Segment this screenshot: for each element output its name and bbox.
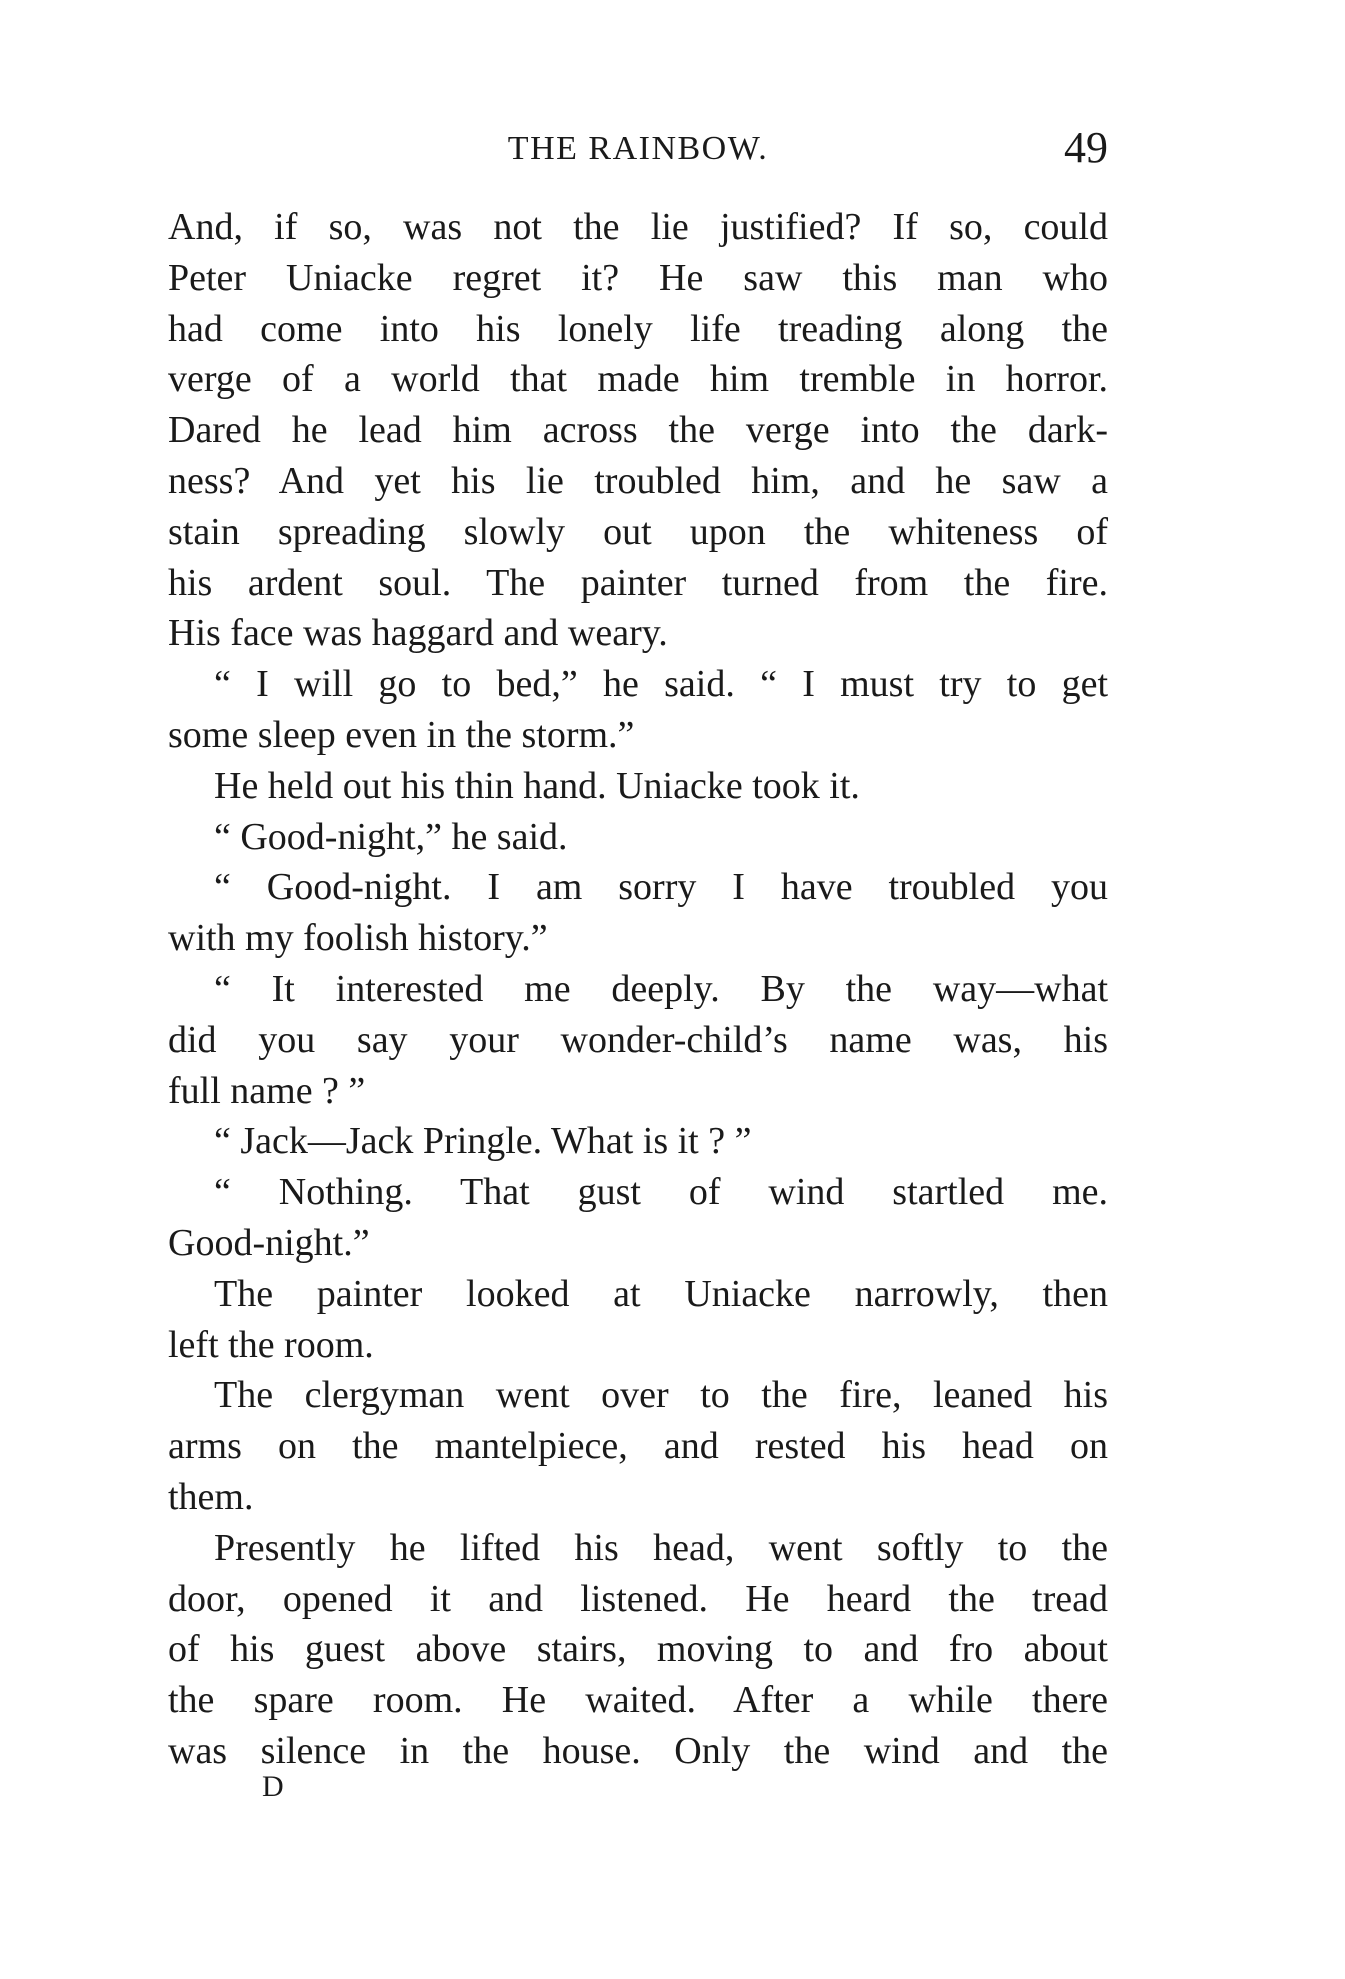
text-line: stain spreading slowly out upon the whiteness of <box>168 510 1108 553</box>
text-line: with my foolish history.” <box>168 917 548 960</box>
text-line: of his guest above stairs, moving to and fro about <box>168 1628 1108 1671</box>
text-line: the spare room. He waited. After a while there <box>168 1679 1108 1722</box>
text-line: Dared he lead him across the verge into the dark- <box>168 409 1108 452</box>
page-number: 49 <box>1064 123 1108 172</box>
text-line: arms on the mantelpiece, and rested his head on <box>168 1425 1108 1468</box>
text-line: verge of a world that made him tremble in horror. <box>168 358 1108 401</box>
running-head <box>168 122 1108 182</box>
text-line: was silence in the house. Only the wind and the <box>168 1729 1108 1772</box>
text-line: ness? And yet his lie troubled him, and he saw a <box>168 459 1108 502</box>
text-line: “ It interested me deeply. By the way—what <box>214 967 1108 1010</box>
text-line: had come into his lonely life treading along the <box>168 307 1108 350</box>
text-line: And, if so, was not the lie justified? If so, could <box>168 206 1108 248</box>
text-line: “ I will go to bed,” he said. “ I must try to get <box>214 663 1108 706</box>
text-line: some sleep even in the storm.” <box>168 713 635 756</box>
text-line: The painter looked at Uniacke narrowly, then <box>214 1272 1108 1315</box>
text-line: Good-night.” <box>168 1221 370 1264</box>
text-line: He held out his thin hand. Uniacke took it. <box>214 764 860 807</box>
text-line: The clergyman went over to the fire, leaned his <box>214 1374 1108 1417</box>
text-line: “ Jack—Jack Pringle. What is it ? ” <box>214 1120 752 1163</box>
text-line: his ardent soul. The painter turned from the fire. <box>168 561 1108 604</box>
running-title: THE RAINBOW. <box>507 130 769 167</box>
text-line: His face was haggard and weary. <box>168 612 668 655</box>
text-line: door, opened it and listened. He heard the tread <box>168 1577 1108 1620</box>
text-line: “ Good-night. I am sorry I have troubled you <box>214 866 1108 909</box>
text-line: did you say your wonder-child’s name was, his <box>168 1018 1108 1061</box>
text-line: left the room. <box>168 1323 374 1366</box>
text-line: Presently he lifted his head, went softly to the <box>214 1526 1108 1569</box>
text-line: them. <box>168 1475 254 1518</box>
text-line: Peter Uniacke regret it? He saw this man who <box>168 256 1108 299</box>
signature-mark: D <box>262 1770 285 1803</box>
text-line: full name ? ” <box>168 1069 366 1112</box>
body-text <box>168 202 1108 1777</box>
text-line: “ Nothing. That gust of wind startled me. <box>214 1171 1108 1214</box>
text-line: “ Good-night,” he said. <box>214 815 568 858</box>
